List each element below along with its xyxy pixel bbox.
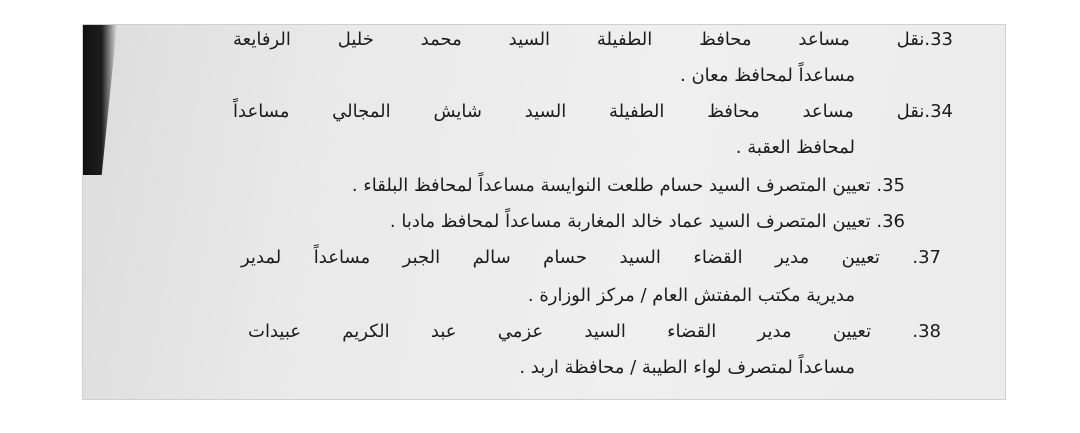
item-38-line-1: 38. تعيين مدير القضاء السيد عزمي عبد الكريم عبيدات — [248, 321, 941, 342]
item-33-line-1: 33.نقل مساعد محافظ الطفيلة السيد محمد خليل الرفايعة — [233, 29, 953, 50]
binder-shadow — [83, 25, 117, 175]
item-34-line-1: 34.نقل مساعد محافظ الطفيلة السيد شايش المجالي مساعداً — [233, 101, 953, 122]
item-38-line-2: مساعداً لمتصرف لواء الطيبة / محافظة اربد . — [519, 357, 855, 378]
item-36-line-1: 36. تعيين المتصرف السيد عماد خالد المغاربة مساعداً لمحافظ مادبا . — [389, 211, 905, 232]
item-37-line-2: مديرية مكتب المفتش العام / مركز الوزارة . — [527, 285, 855, 306]
item-34-line-2: لمحافظ العقبة . — [735, 137, 855, 158]
item-37-line-1: 37. تعيين مدير القضاء السيد حسام سالم الجبر مساعداً لمدير — [241, 247, 941, 268]
item-33-line-2: مساعداً لمحافظ معان . — [680, 65, 855, 86]
item-35-line-1: 35. تعيين المتصرف السيد حسام طلعت النوايسة مساعداً لمحافظ البلقاء . — [351, 175, 905, 196]
document-photo — [82, 24, 1006, 400]
